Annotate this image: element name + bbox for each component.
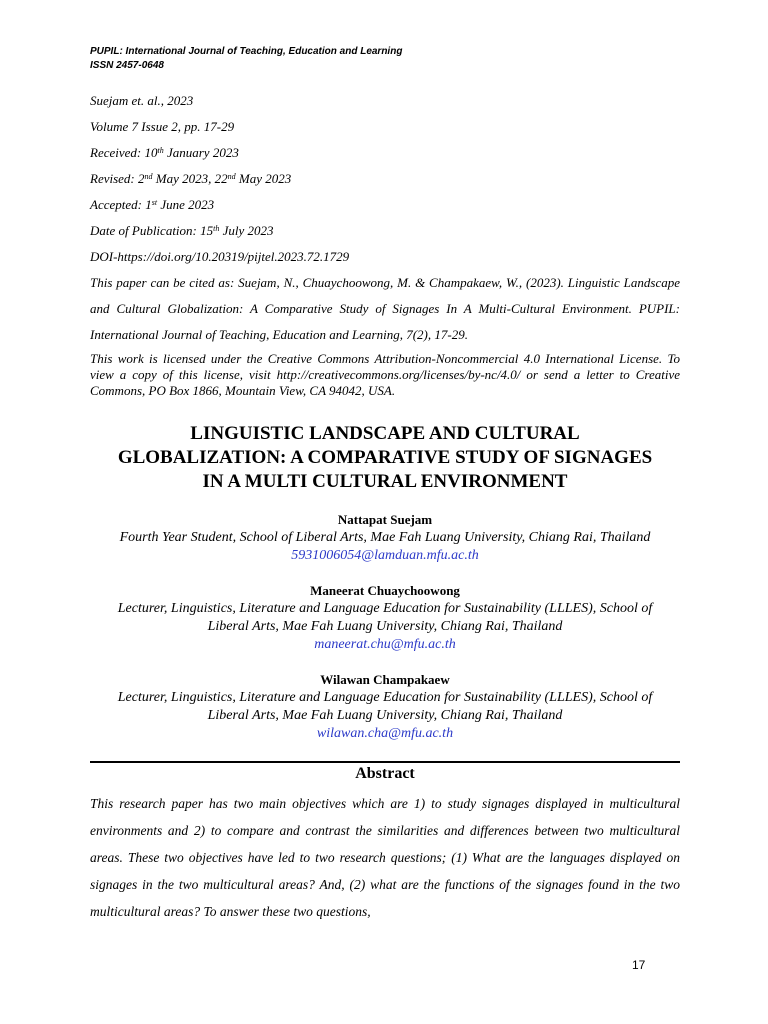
accepted-date: Accepted: 1st June 2023 [90, 197, 215, 212]
author-block-2 [90, 582, 680, 654]
author-affiliation: Lecturer, Linguistics, Literature and Language Education for Sustainability (LLLES), School of [117, 690, 653, 705]
author-name: Wilawan Champakaew [320, 672, 450, 687]
publication-date: Date of Publication: 15th July 2023 [90, 223, 274, 238]
authors-short: Suejam et. al., 2023 [90, 93, 194, 108]
author-email[interactable]: maneerat.chu@mfu.ac.th [314, 637, 456, 652]
journal-name: PUPIL: International Journal of Teaching, Education and Learning [90, 46, 403, 57]
volume-info: Volume 7 Issue 2, pp. 17-29 [90, 119, 235, 134]
author-email[interactable]: wilawan.cha@mfu.ac.th [316, 726, 454, 741]
author-name: Nattapat Suejam [337, 512, 433, 527]
page-number: 17 [632, 958, 646, 972]
citation-text: This paper can be cited as: Suejam, N., Chuaychoowong, M. & Champakaew, W., (2023). Linguistic Landscape and Cultural Globalization: A Comparative Study of Signages In A Multi-Cultural Environment. PUPIL: International Journal of Teaching, Education and Learning, 7(2), 17-29. [90, 275, 680, 342]
author-affiliation: Lecturer, Linguistics, Literature and Language Education for Sustainability (LLLES), School of [117, 601, 653, 616]
title-line-1: LINGUISTIC LANDSCAPE AND CULTURAL [190, 423, 580, 444]
author-affiliation-cont: Liberal Arts, Mae Fah Luang University, Chiang Rai, Thailand [207, 708, 563, 723]
author-email[interactable]: 5931006054@lamduan.mfu.ac.th [291, 548, 479, 563]
author-block-3 [90, 671, 680, 743]
received-date: Received: 10th January 2023 [90, 145, 239, 160]
author-name: Maneerat Chuaychoowong [310, 583, 460, 598]
author-affiliation: Fourth Year Student, School of Liberal Arts, Mae Fah Luang University, Chiang Rai, Thailand [119, 530, 651, 545]
abstract-text: This research paper has two main objectives which are 1) to study signages displayed in multicultural environments and 2) to compare and contrast the similarities and differences between two multicultural areas. These two objectives have led to two research questions; (1) What are the languages displayed on signages in the two multicultural areas? And, (2) what are the functions of the signages found in the two multicultural areas? To answer these two questions, [90, 796, 680, 919]
doi-link[interactable]: DOI-https://doi.org/10.20319/pijtel.2023.72.1729 [90, 249, 350, 264]
title-line-2: GLOBALIZATION: A COMPARATIVE STUDY OF SIGNAGES [117, 447, 653, 468]
journal-header [90, 45, 402, 73]
author-block-1 [90, 511, 680, 565]
author-affiliation-cont: Liberal Arts, Mae Fah Luang University, Chiang Rai, Thailand [207, 619, 563, 634]
journal-issn: ISSN 2457-0648 [90, 60, 164, 71]
abstract-heading: Abstract [355, 765, 415, 782]
section-divider [90, 761, 680, 763]
paper-title [90, 422, 680, 494]
revised-date: Revised: 2nd May 2023, 22nd May 2023 [90, 171, 292, 186]
license-notice: This work is licensed under the Creative Commons Attribution-Noncommercial 4.0 International License. To view a copy of this license, visit http://creativecommons.org/licenses/by-nc/4.0/ or send a letter to Creative Commons, PO Box 1866, Mountain View, CA 94042, USA. [90, 351, 680, 398]
article-meta [90, 88, 680, 348]
title-line-3: IN A MULTI CULTURAL ENVIRONMENT [202, 471, 568, 492]
